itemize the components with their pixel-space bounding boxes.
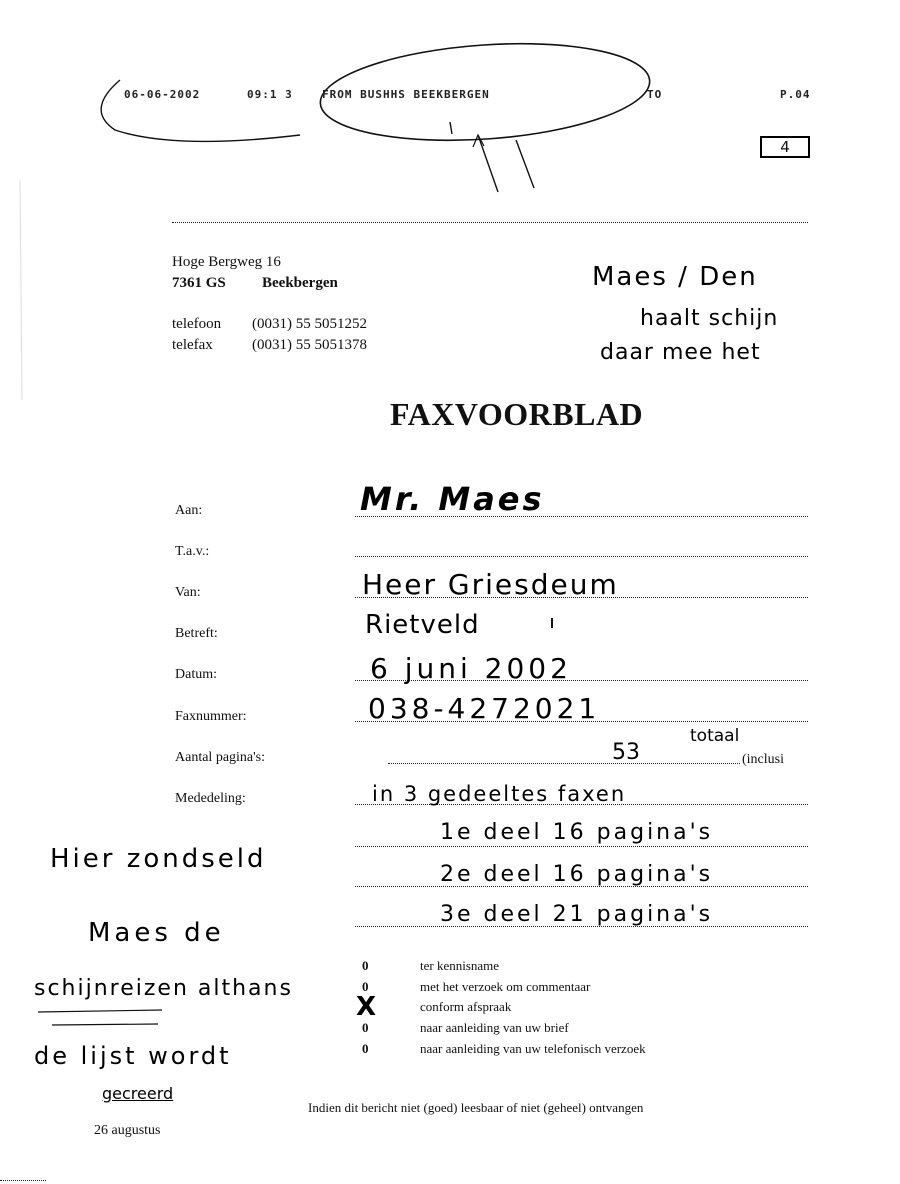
aantal-value: 53 bbox=[612, 740, 640, 765]
fax-header-from: FROM BUSHHS BEEKBERGEN bbox=[322, 88, 490, 101]
tick-mark bbox=[450, 122, 452, 134]
scan-edge bbox=[20, 180, 22, 400]
sender-fax: (0031) 55 5051378 bbox=[252, 337, 367, 353]
fax-header-to: TO bbox=[647, 88, 663, 101]
aan-label: Aan: bbox=[175, 503, 203, 518]
underline-schijnreizen bbox=[38, 1010, 162, 1012]
mededeling-label: Mededeling: bbox=[175, 791, 246, 806]
betreft-label: Betreft: bbox=[175, 626, 218, 641]
header-divider bbox=[172, 222, 808, 223]
arrow-line-2 bbox=[516, 140, 534, 188]
handnote-top-line3: daar mee het bbox=[600, 340, 761, 365]
arrowhead-1 bbox=[473, 135, 484, 147]
mededeling-line-2 bbox=[355, 846, 808, 847]
handnote-left-line5: gecreerd bbox=[102, 1084, 174, 1103]
sender-city: Beekbergen bbox=[262, 275, 338, 291]
aantal-line bbox=[388, 763, 740, 764]
fax-header-page: P.04 bbox=[780, 88, 811, 101]
option-mark-2: 0 bbox=[362, 979, 369, 994]
fax-header-time: 09:1 3 bbox=[247, 88, 293, 101]
underline-schijnreizen-2 bbox=[52, 1024, 158, 1025]
option-label-5: naar aanleiding van uw telefonisch verzoek bbox=[420, 1041, 646, 1056]
fax-header-date: 06-06-2002 bbox=[124, 88, 201, 101]
mededeling-value-4: 3e deel 21 pagina's bbox=[440, 902, 714, 927]
page-number-box: 4 bbox=[760, 136, 810, 158]
faxnummer-label: Faxnummer: bbox=[175, 709, 247, 724]
tav-line bbox=[355, 556, 808, 557]
handnote-left-line2: Maes de bbox=[88, 918, 225, 948]
faxnummer-value: 038-4272021 bbox=[368, 692, 601, 725]
tav-label: T.a.v.: bbox=[175, 544, 210, 559]
sender-phone: (0031) 55 5051252 bbox=[252, 316, 367, 332]
option-mark-5: 0 bbox=[362, 1041, 369, 1056]
sender-postcode: 7361 GS bbox=[172, 275, 226, 291]
option-label-4: naar aanleiding van uw brief bbox=[420, 1020, 569, 1035]
option-label-3: conform afspraak bbox=[420, 999, 512, 1014]
inclusief-text: (inclusi bbox=[742, 752, 784, 767]
footer-notice: Indien dit bericht niet (goed) leesbaar of niet (geheel) ontvangen bbox=[308, 1100, 644, 1115]
option-label-2: met het verzoek om commentaar bbox=[420, 979, 591, 994]
aan-value: Mr. Maes bbox=[360, 480, 545, 518]
datum-label: Datum: bbox=[175, 667, 217, 682]
handnote-left-line1: Hier zondseld bbox=[50, 844, 267, 874]
mededeling-value-1: in 3 gedeeltes faxen bbox=[372, 782, 627, 806]
handnote-left-line4: de lijst wordt bbox=[34, 1042, 232, 1070]
sender-street: Hoge Bergweg 16 bbox=[172, 254, 281, 270]
handnote-top-line2: haalt schijn bbox=[640, 306, 779, 331]
van-value: Heer Griesdeum bbox=[362, 568, 619, 601]
option-mark-3: X bbox=[356, 992, 377, 1022]
option-mark-1: 0 bbox=[362, 958, 369, 973]
arrow-line-1 bbox=[478, 135, 498, 192]
footer-date: 26 augustus bbox=[94, 1123, 161, 1138]
option-label-1: ter kennisname bbox=[420, 958, 500, 973]
footer-dots bbox=[0, 1180, 46, 1181]
datum-value: 6 juni 2002 bbox=[370, 652, 572, 685]
handnote-top-line1: Maes / Den bbox=[592, 262, 758, 292]
aantal-label: Aantal pagina's: bbox=[175, 750, 265, 765]
option-mark-4: 0 bbox=[362, 1020, 369, 1035]
page-title: FAXVOORBLAD bbox=[390, 396, 644, 432]
mededeling-value-3: 2e deel 16 pagina's bbox=[440, 862, 714, 887]
van-label: Van: bbox=[175, 585, 201, 600]
betreft-value: Rietveld bbox=[365, 610, 480, 640]
aantal-note: totaal bbox=[690, 726, 740, 746]
mededeling-value-2: 1e deel 16 pagina's bbox=[440, 820, 714, 845]
handnote-left-line3: schijnreizen althans bbox=[34, 976, 293, 1001]
sender-phone-label: telefoon bbox=[172, 316, 222, 332]
sender-fax-label: telefax bbox=[172, 337, 213, 353]
